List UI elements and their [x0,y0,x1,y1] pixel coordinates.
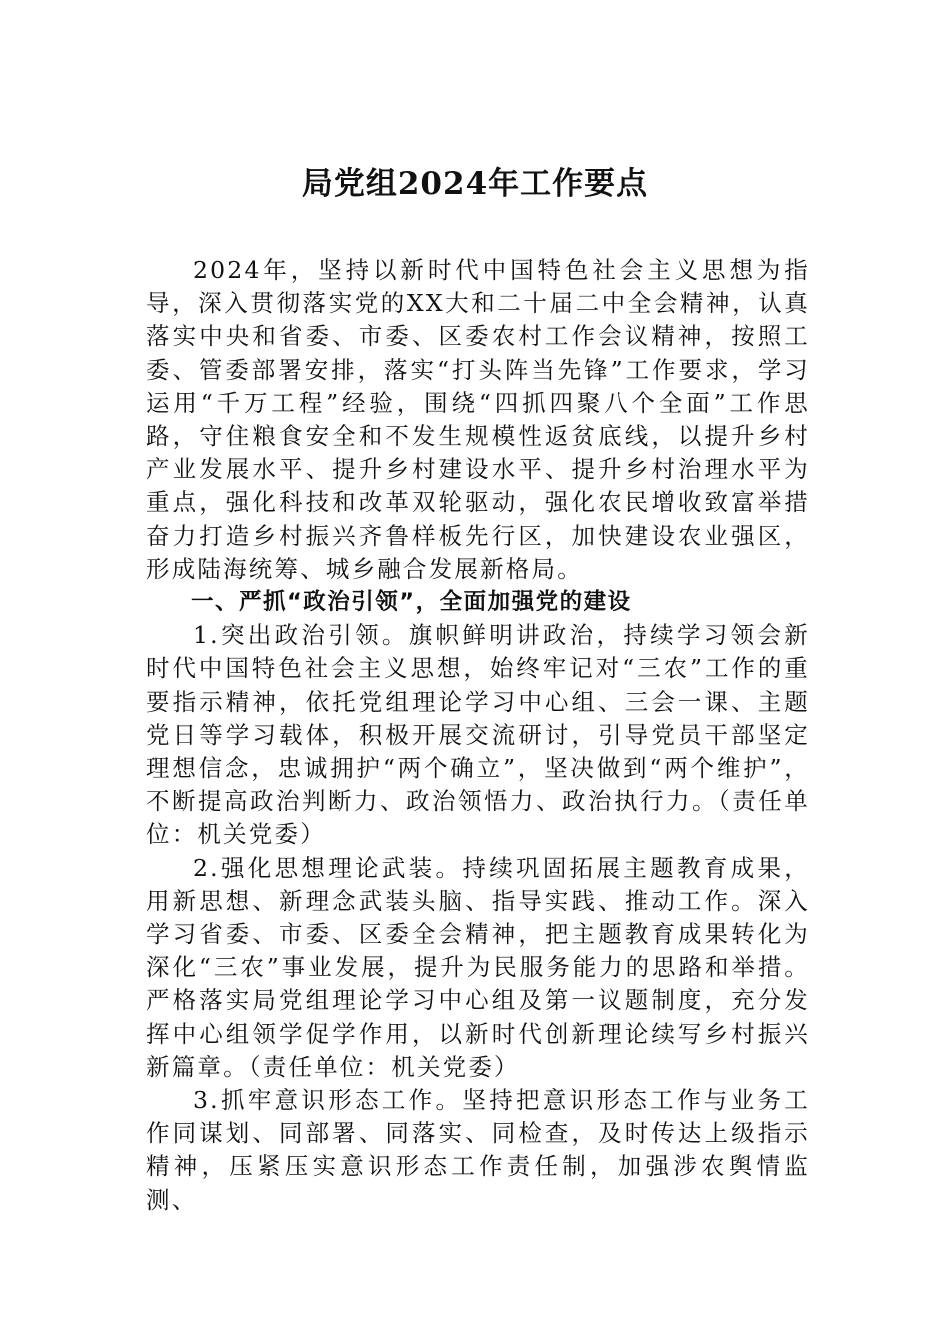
document-title: 局党组2024年工作要点 [301,166,649,202]
intro-paragraph: 2024年，坚持以新时代中国特色社会主义思想为指导，深入贯彻落实党的XX大和二十届二中全会精神，认真落实中央和省委、市委、区委农村工作会议精神，按照工委、管委部署安排，落实“打头阵当先锋”工作要求，学习运用“千万工程”经验，围绕“四抓四聚八个全面”工作思路，守住粮食安全和不发生规模性返贫底线，以提升乡村产业发展水平、提升乡村建设水平、提升乡村治理水平为重点，强化科技和改革双轮驱动，强化农民增收致富举措奋力打造乡村振兴齐鲁样板先行区，加快建设农业强区，形成陆海统筹、城乡融合发展新格局。 [146,256,810,583]
item-paragraph-1: 1.突出政治引领。旗帜鲜明讲政治，持续学习领会新时代中国特色社会主义思想，始终牢记对“三农”工作的重要指示精神，依托党组理论学习中心组、三会一课、主题党日等学习载体，积极开展交流研讨，引导党员干部坚定理想信念，忠诚拥护“两个确立”，坚决做到“两个维护”，不断提高政治判断力、政治领悟力、政治执行力。（责任单位：机关党委） [146,621,810,849]
section-heading: 一、严抓“政治引领”，全面加强党的建设 [191,589,632,616]
document-body [146,254,810,1217]
item-paragraph-3: 3.抓牢意识形态工作。坚持把意识形态工作与业务工作同谋划、同部署、同落实、同检查，及时传达上级指示精神，压紧压实意识形态工作责任制，加强涉农舆情监测、 [146,1086,810,1214]
item-paragraph-2: 2.强化思想理论武装。持续巩固拓展主题教育成果，用新思想、新理念武装头脑、指导实践、推动工作。深入学习省委、市委、区委全会精神，把主题教育成果转化为深化“三农”事业发展，提升为民服务能力的思路和举措。严格落实局党组理论学习中心组及第一议题制度，充分发挥中心组领学促学作用，以新时代创新理论续写乡村振兴新篇章。（责任单位：机关党委） [146,853,810,1081]
